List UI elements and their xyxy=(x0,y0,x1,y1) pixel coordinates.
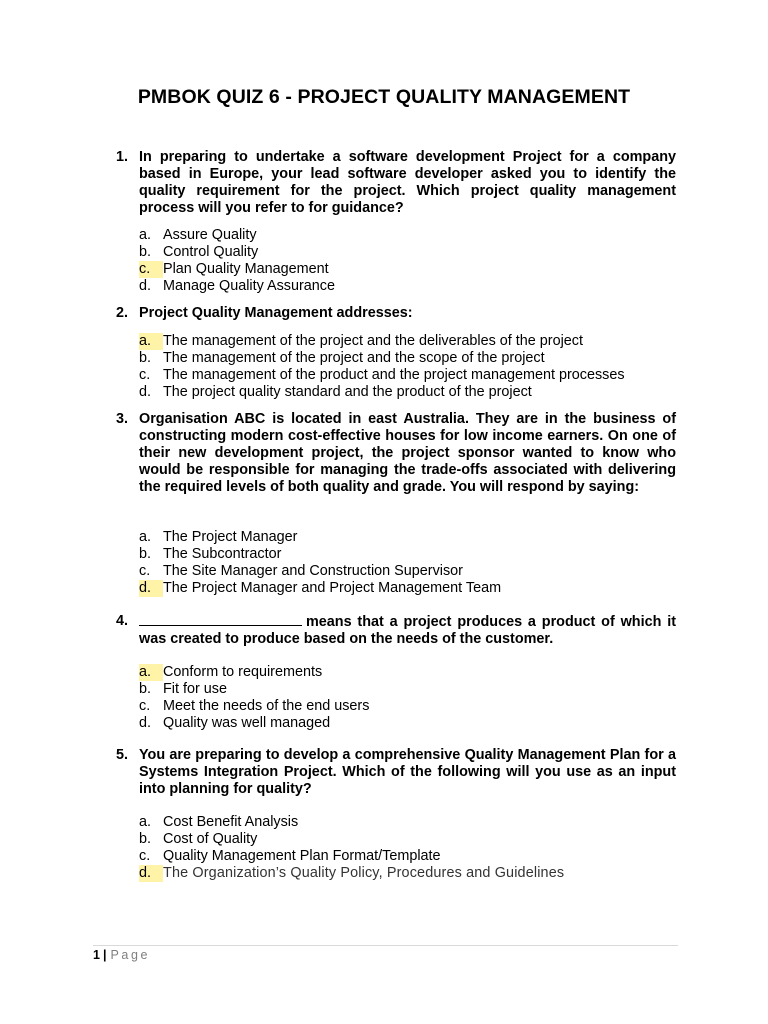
option-b xyxy=(139,244,679,261)
option-text: The management of the product and the project management processes xyxy=(163,367,625,383)
option-c xyxy=(139,563,679,580)
option-letter-highlighted: c. xyxy=(139,261,163,278)
option-b xyxy=(139,350,679,367)
option-c xyxy=(139,698,679,715)
option-letter: c. xyxy=(139,848,151,864)
page-title: PMBOK QUIZ 6 - PROJECT QUALITY MANAGEMENT xyxy=(137,86,631,108)
option-letter: a. xyxy=(139,227,152,243)
question-text: Organisation ABC is located in east Australia. They are in the business of constructing modern cost-effective houses for low income earners. On one of their new development project, the project sponsor wanted to know who would be responsible for managing the trade-offs associated with delivering the required levels of both quality and grade. You will respond by saying: xyxy=(139,411,676,495)
option-d xyxy=(139,278,679,295)
option-d xyxy=(139,384,679,401)
option-d xyxy=(139,865,679,882)
option-letter: c. xyxy=(139,563,151,579)
option-d xyxy=(139,715,679,732)
question-4 xyxy=(116,613,676,648)
option-text: Meet the needs of the end users xyxy=(163,698,370,714)
question-3 xyxy=(116,411,676,496)
option-c xyxy=(139,848,679,865)
option-text: The management of the project and the deliverables of the project xyxy=(163,333,583,349)
footer-divider xyxy=(93,945,678,946)
option-letter-highlighted: d. xyxy=(139,580,163,597)
option-letter: c. xyxy=(139,698,151,714)
question-2-options xyxy=(139,333,679,401)
option-text: Assure Quality xyxy=(163,227,257,243)
option-text: Cost Benefit Analysis xyxy=(163,814,299,830)
option-letter: a. xyxy=(139,529,152,545)
option-c xyxy=(139,261,679,278)
question-5-options xyxy=(139,814,679,882)
option-text: The Project Manager and Project Management Team xyxy=(163,580,502,596)
option-text: Conform to requirements xyxy=(163,664,323,680)
option-text: Control Quality xyxy=(163,244,259,260)
option-text: Plan Quality Management xyxy=(163,261,329,277)
question-text: means that a project produces a product of which it was created to produce based on the needs of the customer. xyxy=(139,614,676,647)
question-text-with-blank xyxy=(139,613,676,648)
question-number: 4. xyxy=(116,613,129,629)
option-text: The management of the project and the scope of the project xyxy=(163,350,545,366)
option-letter: b. xyxy=(139,244,152,260)
question-text: You are preparing to develop a comprehensive Quality Management Plan for a Systems Integration Project. Which of the following will you use as an input into planning for quality? xyxy=(139,747,676,797)
question-text: In preparing to undertake a software development Project for a company based in Europe, your lead software developer asked you to identify the quality requirement for the project. Which project quality management process will you refer to for guidance? xyxy=(139,149,676,216)
option-a xyxy=(139,664,679,681)
option-text: Fit for use xyxy=(163,681,227,697)
page-footer xyxy=(93,948,150,962)
question-1 xyxy=(116,149,676,217)
question-number: 5. xyxy=(116,747,129,763)
question-4-options xyxy=(139,664,679,732)
option-text: The project quality standard and the product of the project xyxy=(163,384,532,400)
option-letter-highlighted: a. xyxy=(139,333,163,350)
option-text: Cost of Quality xyxy=(163,831,258,847)
option-letter: b. xyxy=(139,350,152,366)
option-letter-highlighted: a. xyxy=(139,664,163,681)
question-number: 2. xyxy=(116,305,129,321)
question-number: 3. xyxy=(116,411,129,427)
page-label: Page xyxy=(110,948,151,962)
option-letter: b. xyxy=(139,681,152,697)
question-5 xyxy=(116,747,676,798)
option-letter: c. xyxy=(139,367,151,383)
footer-separator: | xyxy=(102,948,107,962)
option-text: Manage Quality Assurance xyxy=(163,278,335,294)
option-text: Quality was well managed xyxy=(163,715,331,731)
option-a xyxy=(139,814,679,831)
option-letter: d. xyxy=(139,715,152,731)
option-letter: d. xyxy=(139,278,152,294)
question-1-options xyxy=(139,227,679,295)
option-text: The Site Manager and Construction Supervisor xyxy=(163,563,463,579)
option-letter: b. xyxy=(139,831,152,847)
option-b xyxy=(139,681,679,698)
option-text: The Subcontractor xyxy=(163,546,282,562)
option-letter: d. xyxy=(139,384,152,400)
option-letter: b. xyxy=(139,546,152,562)
page-number: 1 xyxy=(93,948,100,962)
question-number: 1. xyxy=(116,149,129,165)
option-a xyxy=(139,529,679,546)
option-a xyxy=(139,333,679,350)
option-text: Quality Management Plan Format/Template xyxy=(163,848,441,864)
option-b xyxy=(139,831,679,848)
option-text: The Organization’s Quality Policy, Procedures and Guidelines xyxy=(163,865,565,881)
option-letter-highlighted: d. xyxy=(139,865,163,882)
option-c xyxy=(139,367,679,384)
option-a xyxy=(139,227,679,244)
question-3-options xyxy=(139,529,679,597)
option-text: The Project Manager xyxy=(163,529,298,545)
option-b xyxy=(139,546,679,563)
option-d xyxy=(139,580,679,597)
fill-in-blank xyxy=(139,613,302,626)
question-2 xyxy=(116,305,676,322)
question-text: Project Quality Management addresses: xyxy=(139,305,413,321)
option-letter: a. xyxy=(139,814,152,830)
